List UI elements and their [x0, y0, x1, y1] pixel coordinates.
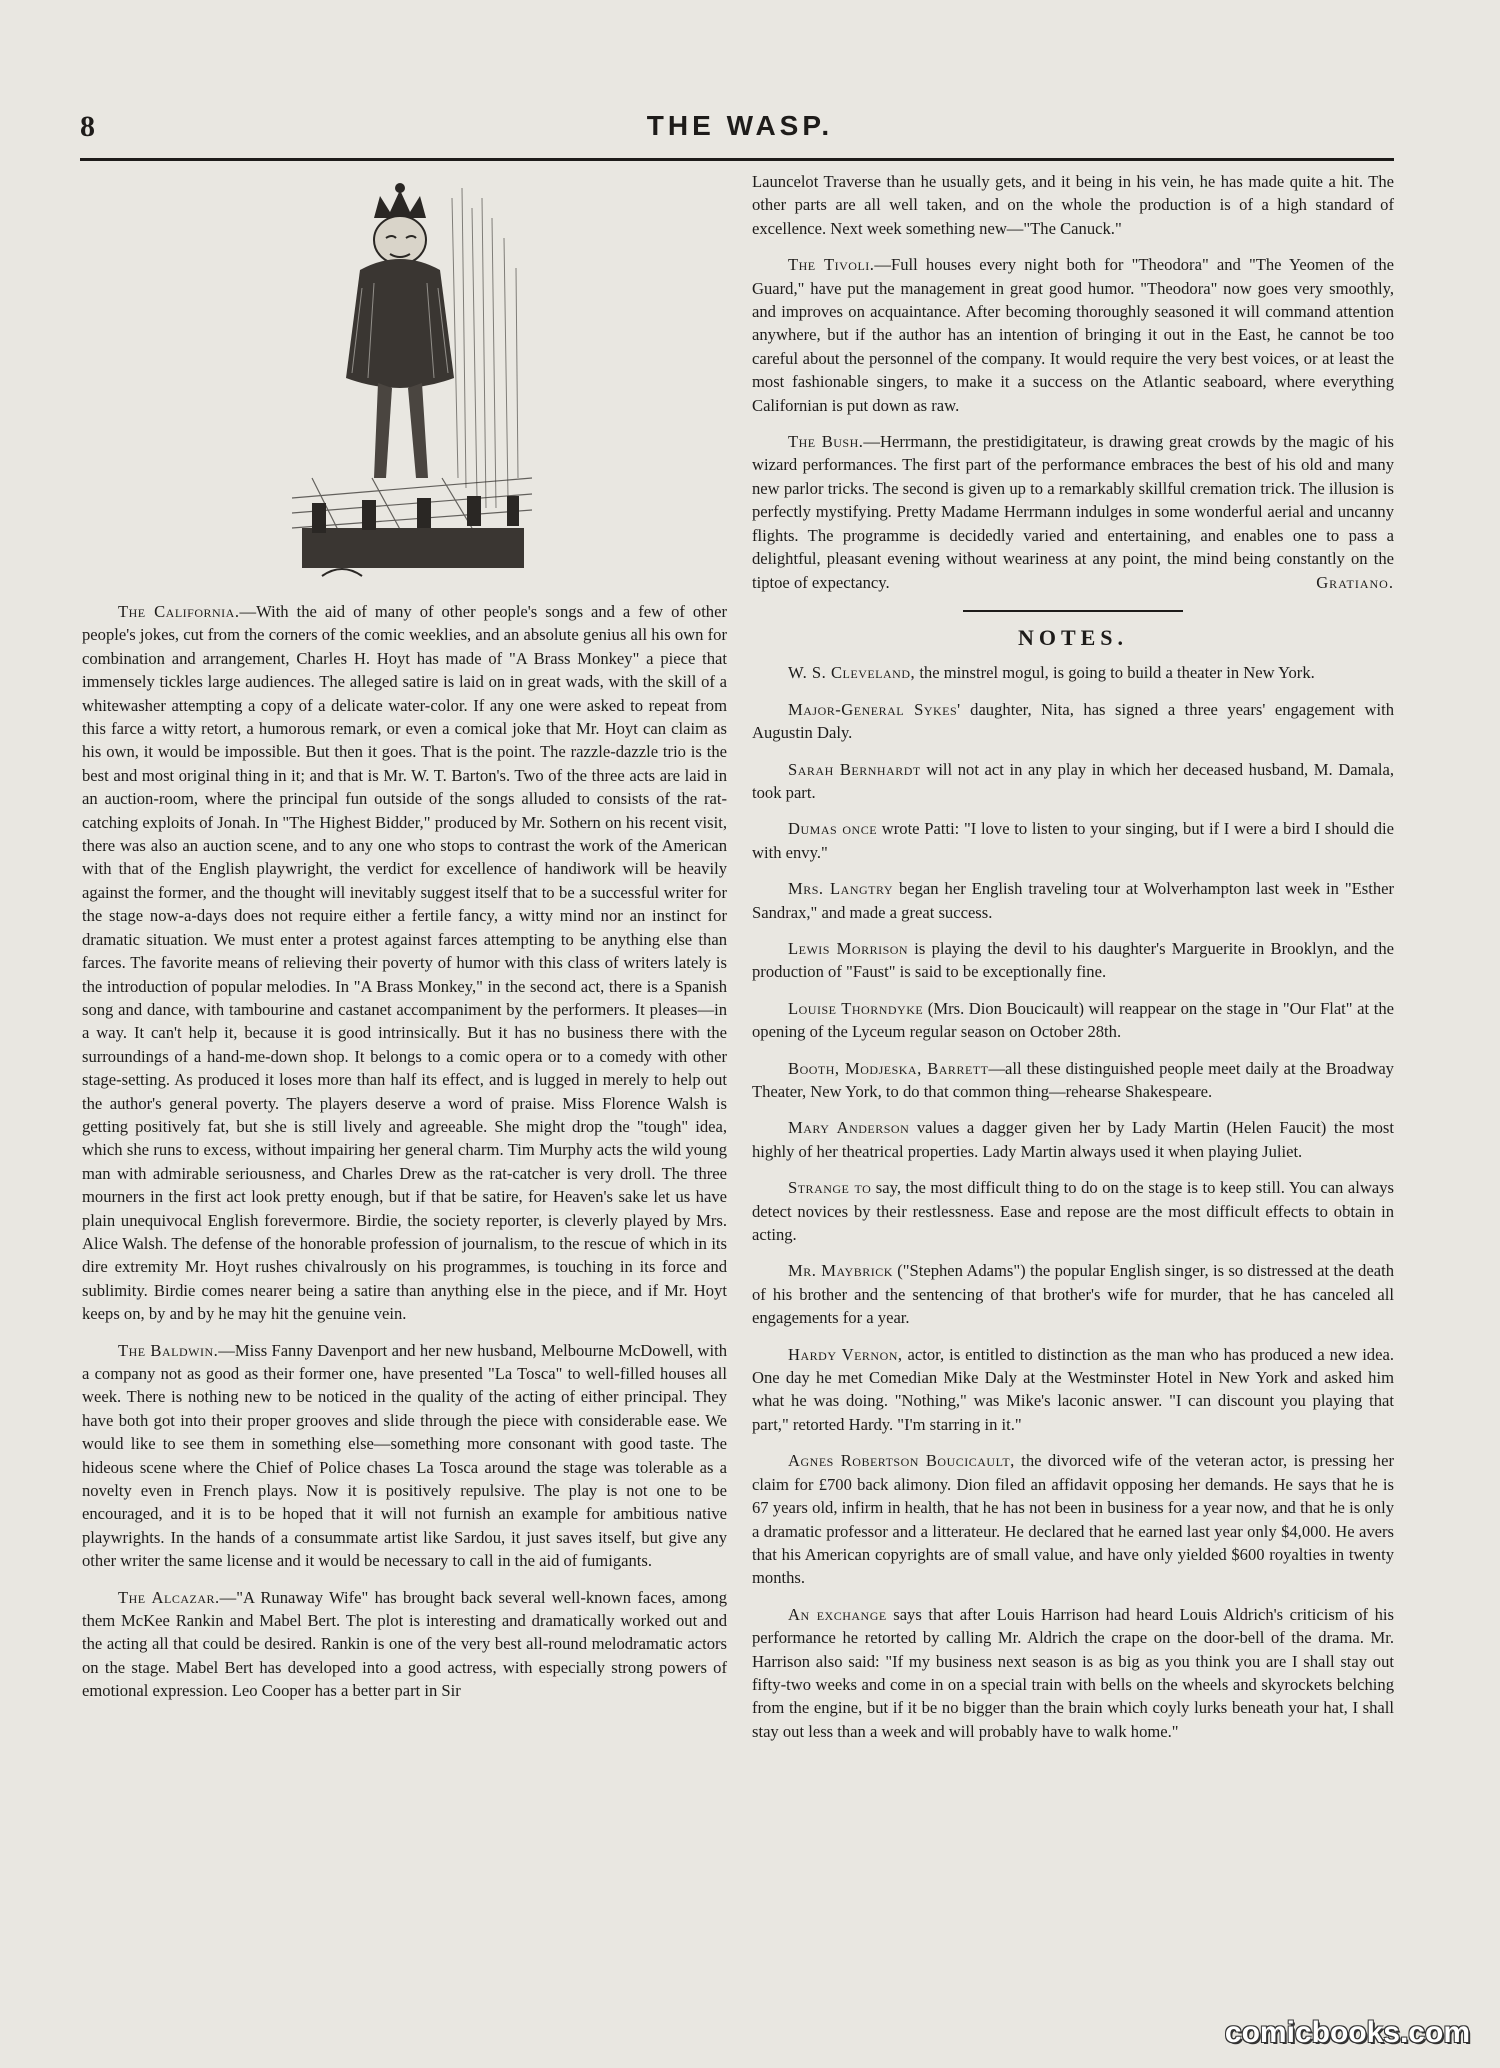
review-lead: The California. — [118, 602, 240, 621]
note-body: says that after Louis Harrison had heard Louis Aldrich's criticism of his performance he retorted by calling Mr. Aldrich the crape on the door-bell of the drama. Mr. Harrison also said: "If my business next season is as big as you think you are I shall stay out fifty-two weeks and come in on a special train with bells on the wheels and skyrockets belching from the engine, but if it be no bigger than the brain which coyly lurks beneath your hat, I shall stay out less than a week and will probably have to walk home." — [752, 1604, 1394, 1741]
review-body: —With the aid of many of other people's songs and a few of other people's jokes, cut from the corners of the comic weeklies, and an absolute genius all his own for combination and arrangement, Charles H. Hoyt has made of "A Brass Monkey" a piece that immensely tickles large audiences. The alleged satire is laid on in great wads, with the skill of a whitewasher attempting a copy of a delicate water-color. If any one were asked to repeat from this farce a witty retort, a humorous remark, or even a comical joke that Mr. Hoyt can claim as his own, it would be impossible. But then it goes. That is the point. The razzle-dazzle trio is the best and most original thing in it; and that is Mr. W. T. Barton's. Two of the three acts are laid in an auction-room, where the principal fun outside of the songs alluded to consists of the rat-catching exploits of Jonah. In "The Highest Bidder," produced by Mr. Sothern on his recent visit, there was also an auction scene, and to any one who stops to contrast the work of the American with that of the English playwright, the verdict for excellence of handiwork will be heavily against the former, and the thought will inevitably suggest itself that to be a successful writer for the stage now-a-days does not require either a fertile fancy, a witty mind nor an instinct for dramatic situation. We must enter a protest against farces attempting to be anything else than farces. The favorite means of relieving their poverty of humor with this class of writers lately is the introduction of popular melodies. In "A Brass Monkey," in the second act, there is a Spanish song and dance, with tambourine and castanet accompaniment by the performers. It pleases—in a way. It can't help it, because it is good intrinsically. But it has no business there with the surroundings of a hand-me-down shop. It belongs to a comic opera or to a comedy with other stage-setting. As produced it loses more than half its effect, and is lugged in merely to help out the author's general poverty. The players deserve a word of praise. Miss Florence Walsh is getting positively fat, but she is still lively and agreeable. She might drop the "tough" idea, which she runs to excess, without impairing her general charm. Tim Murphy acts the wild young man with admirable seriousness, and Charles Drew as the rat-catcher is very droll. The three mourners in the first act look pretty enough, but if that be satire, for Heaven's sake let us have plain unequivocal English forevermore. Birdie, the society reporter, is cleverly played by Mrs. Alice Walsh. The defense of the honorable profession of journalism, to the rescue of which in its dire extremity Mr. Hoyt rushes chivalrously on his programmes, is touching in its force and sublimity. Birdie comes nearer being a satire than anything else in the piece, and if Mr. Hoyt keeps on, by and by he may hit the genuine vein. — [82, 602, 727, 1324]
review-body: —Miss Fanny Davenport and her new husband, Melbourne McDowell, with a company not as good as their former one, have presented "La Tosca" to well-filled houses all week. There is nothing new to be noticed in the quality of the acting of either principal. They have both got into their proper grooves and slide through the piece with considerable ease. We would like to see them in something else—something more consonant with good taste. The hideous scene where the Chief of Police chases La Tosca around the stage was tolerable as a novelty even in French plays. Now it is positively repulsive. The play is not one to be encouraged, and it is to be hoped that it will not furnish an example for ambitious native playwrights. In the hands of a consummate artist like Sardou, it just saves itself, but give any other writer the same license and it would be necessary to call in the aid of fumigants. — [82, 1340, 727, 1571]
note-lead: Mary Anderson — [788, 1118, 910, 1138]
note-lead: Sarah Bernhardt — [788, 759, 921, 779]
note-body: ("Stephen Adams") the popular English singer, is so distressed at the death of his brother and the sentencing of that brother's wife for murder, that he has canceled all engagements for a year. — [752, 1261, 1394, 1328]
note-body: values a dagger given her by Lady Martin (Helen Faucit) the most highly of her theatrical properties. Lady Martin always used it when playing Juliet. — [752, 1118, 1394, 1161]
review-lead: The Bush. — [788, 432, 864, 452]
note-body: actor, is entitled to distinction as the man who has produced a new idea. One day he met Comedian Mike Daly at the Westminster Hotel in New York and asked him what he was doing. "Nothing," was Mike's laconic answer. "I can discount you playing that part," retorted Hardy. "I'm starring in it." — [752, 1344, 1394, 1434]
note-body: the minstrel mogul, is going to build a theater in New York. — [915, 663, 1315, 683]
notes-heading: NOTES. — [1017, 624, 1129, 650]
note-body: say, the most difficult thing to do on the stage is to keep still. You can always detect novices by their restlessness. Ease and repose are the most difficult effects to obtain in acting. — [752, 1178, 1394, 1245]
note-lead: Booth, Modjeska, Barrett — [788, 1058, 989, 1078]
note-body: (Mrs. Dion Boucicault) will reappear on the stage in "Our Flat" at the opening of the Lyceum regular season on October 28th. — [752, 998, 1394, 1042]
review-california — [82, 600, 727, 1326]
note-item — [752, 877, 1394, 924]
note-item — [752, 1603, 1394, 1743]
right-column — [752, 170, 1394, 1756]
notes-list — [752, 661, 1394, 1743]
note-lead: Louise Thorndyke — [788, 998, 924, 1018]
note-lead: Hardy Vernon, — [788, 1344, 903, 1364]
note-item — [752, 758, 1394, 805]
note-item — [752, 1343, 1394, 1437]
note-lead: Mrs. Langtry — [788, 879, 894, 899]
crowned-figure-engraving-icon — [282, 178, 542, 588]
note-body: the divorced wife of the veteran actor, is pressing her claim for £700 back alimony. Dion filed an affidavit opposing her demands. He says that he is 67 years old, infirm in health, that he has not been in business for a year now, and that he is only a dramatic professor and a litterateur. He declared that he earned last year only $4,000. He avers that his American copyrights are of small value, and have only yielded $600 royalties in twenty months. — [752, 1451, 1394, 1588]
crowned-figure-illustration — [282, 178, 542, 588]
note-item — [752, 661, 1394, 684]
note-item — [752, 1259, 1394, 1329]
site-watermark: comicbooks.com — [1224, 2016, 1470, 2049]
note-lead: Major-General Sykes' — [788, 699, 961, 719]
review-alcazar — [82, 1586, 727, 1703]
note-body: daughter, Nita, has signed a three years' engagement with Augustin Daly. — [752, 699, 1394, 743]
note-item — [752, 1057, 1394, 1104]
note-body: —all these distinguished people meet daily at the Broadway Theater, New York, to do that common thing—rehearse Shakespeare. — [752, 1058, 1394, 1101]
note-item — [752, 997, 1394, 1044]
note-item — [752, 1449, 1394, 1589]
review-body: —Herrmann, the prestidigitateur, is drawing great crowds by the magic of his wizard performances. The first part of the performance embraces the best of his old and many new parlor tricks. The second is given up to a remarkably skillful cremation trick. The illusion is perfectly mystifying. Pretty Madame Herrmann indulges in some wonderful aerial and uncanny flights. The programme is decidedly varied and entertaining, and enables one to pass a delightful, pleasant evening without weariness at any point, the mind being constantly on the tiptoe of expectancy. — [752, 432, 1394, 592]
note-item — [752, 817, 1394, 864]
note-lead: W. S. Cleveland, — [788, 663, 916, 683]
note-item — [752, 937, 1394, 984]
note-item — [752, 1176, 1394, 1246]
review-lead: The Tivoli. — [788, 255, 875, 275]
signature: Gratiano. — [1316, 572, 1394, 592]
note-item — [752, 1116, 1394, 1163]
notes-divider — [963, 610, 1183, 612]
note-lead: Dumas once — [788, 819, 878, 839]
review-lead: The Baldwin. — [118, 1340, 219, 1360]
masthead-title: THE WASP. — [646, 110, 834, 141]
note-lead: Strange to — [788, 1178, 872, 1198]
review-lead: The Alcazar. — [118, 1587, 220, 1607]
page-number: 8 — [80, 110, 95, 143]
review-body: —"A Runaway Wife" has brought back several well-known faces, among them McKee Rankin and Mabel Bert. The plot is interesting and dramatically worked out and the acting all that could be desired. Rankin is one of the very best all-round melodramatic actors on the stage. Mabel Bert has developed into a good actress, with especially strong powers of emotional expression. Leo Cooper has a better part in Sir — [82, 1587, 727, 1701]
note-body: began her English traveling tour at Wolverhampton last week in "Esther Sandrax," and made a great success. — [752, 879, 1395, 922]
note-lead: Mr. Maybrick — [788, 1261, 893, 1281]
note-body: wrote Patti: "I love to listen to your singing, but if I were a bird I should die with envy." — [752, 819, 1394, 862]
note-lead: An exchange — [788, 1604, 887, 1624]
note-body: is playing the devil to his daughter's Marguerite in Brooklyn, and the production of "Faust" is said to be exceptionally fine. — [752, 938, 1394, 982]
review-body: —Full houses every night both for "Theodora" and "The Yeomen of the Guard," have put the management in great good humor. "Theodora" now goes very smoothly, and improves on acquaintance. After becoming thoroughly seasoned it will command attention anywhere, but if the author has an intention of bringing it out in the East, he cannot be too careful about the personnel of the company. It would require the very best voices, or at least the most fashionable singers, to make it a success on the Atlantic seaboard, where everything Californian is put down as raw. — [752, 255, 1394, 415]
note-body: will not act in any play in which her deceased husband, M. Damala, took part. — [752, 759, 1394, 802]
review-bush — [752, 430, 1394, 594]
alcazar-continuation: Launcelot Traverse than he usually gets, and it being in his vein, he has made quite a hit. The other parts are all well taken, and on the whole the production is of a high standard of excellence. Next week something new—"The Canuck." — [752, 172, 1394, 238]
review-baldwin — [82, 1339, 727, 1573]
left-column — [82, 170, 727, 1716]
review-tivoli — [752, 253, 1394, 417]
note-item — [752, 698, 1394, 745]
note-lead: Agnes Robertson Boucicault, — [788, 1451, 1015, 1471]
note-lead: Lewis Morrison — [788, 938, 909, 958]
page-header — [80, 104, 1400, 150]
header-rule — [80, 158, 1394, 161]
